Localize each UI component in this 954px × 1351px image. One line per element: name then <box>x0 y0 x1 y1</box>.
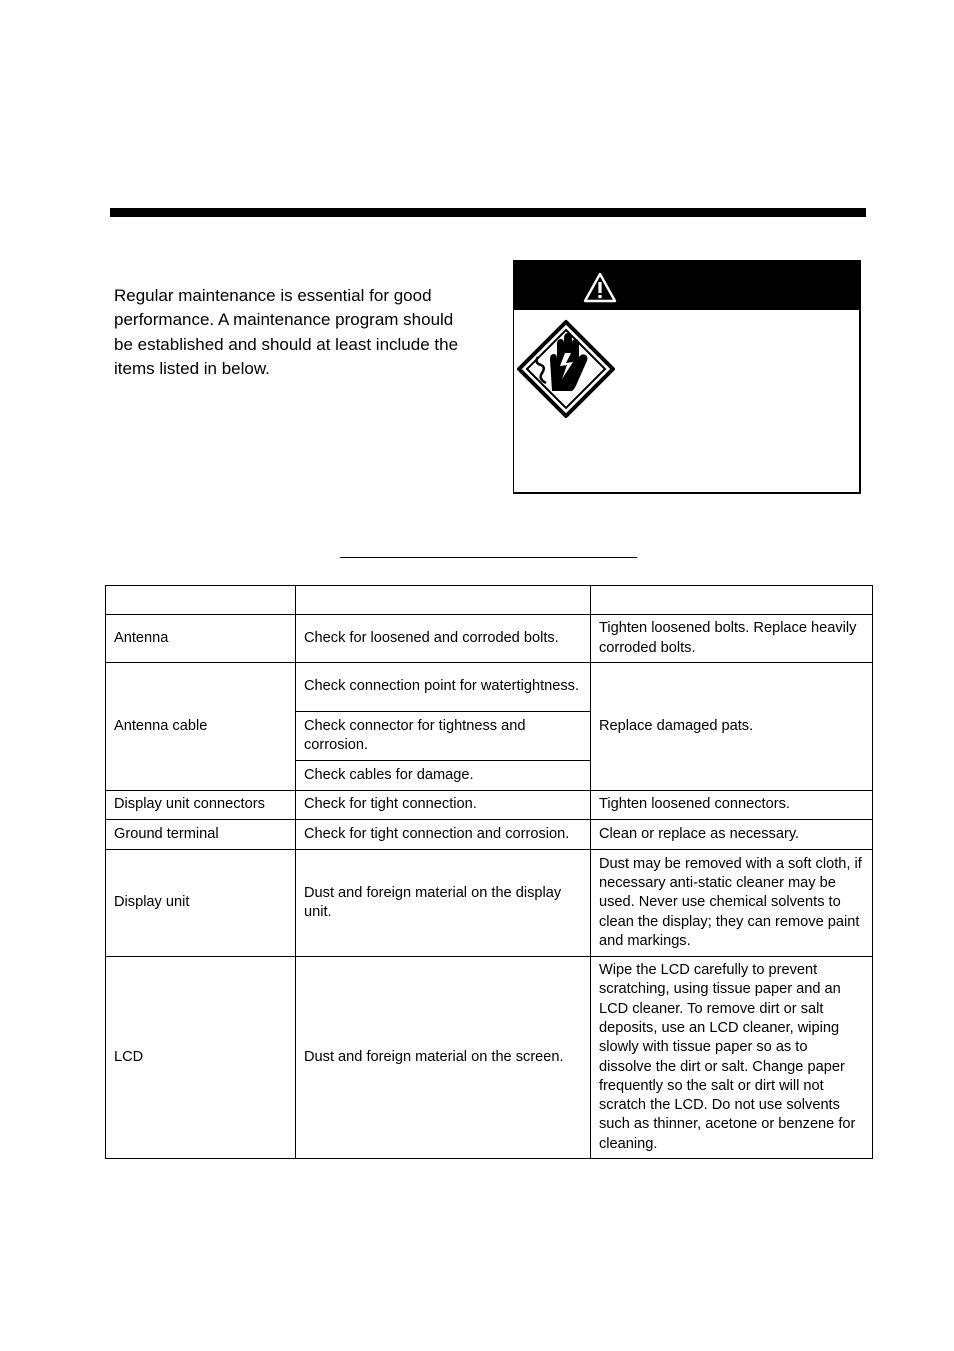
table-title-underline <box>340 557 637 558</box>
row-item: Antenna cable <box>106 663 296 791</box>
table-row <box>106 957 873 1159</box>
warning-header <box>514 261 859 310</box>
header-rule <box>110 208 866 217</box>
table-row <box>106 663 873 712</box>
row-check: Dust and foreign material on the display unit. <box>296 850 591 957</box>
row-remedy: Dust may be removed with a soft cloth, if necessary anti-static cleaner may be used. Never use chemical solvents to clean the display; they can remove paint and markings. <box>591 850 873 957</box>
table-row <box>106 791 873 820</box>
table-row <box>106 850 873 957</box>
warning-triangle-icon <box>583 272 617 304</box>
row-item: Antenna <box>106 615 296 663</box>
row-check: Check connection point for watertightness. <box>296 663 591 712</box>
row-check: Dust and foreign material on the screen. <box>296 957 591 1159</box>
row-remedy: Wipe the LCD carefully to prevent scratching, using tissue paper and an LCD cleaner. To remove dirt or salt deposits, use an LCD cleaner, wiping slowly with tissue paper so as to dissolve the dirt or salt. Change paper frequently so the salt or dirt will not scratch the LCD. Do not use solvents such as thinner, acetone or benzene for cleaning. <box>591 957 873 1159</box>
row-item: Display unit connectors <box>106 791 296 820</box>
warning-box <box>513 260 861 494</box>
row-check: Check for loosened and corroded bolts. <box>296 615 591 663</box>
header-check-point <box>296 586 591 615</box>
header-remedy <box>591 586 873 615</box>
row-check: Check connector for tightness and corrosion. <box>296 712 591 761</box>
row-check: Check for tight connection. <box>296 791 591 820</box>
row-item: LCD <box>106 957 296 1159</box>
row-item: Display unit <box>106 850 296 957</box>
row-remedy: Tighten loosened connectors. <box>591 791 873 820</box>
row-remedy: Replace damaged pats. <box>591 663 873 791</box>
header-item <box>106 586 296 615</box>
intro-paragraph: Regular maintenance is essential for good performance. A maintenance program should be established and should at least include the items listed in below. <box>114 286 459 379</box>
row-item: Ground terminal <box>106 820 296 850</box>
table-row <box>106 820 873 850</box>
electric-shock-hand-icon <box>516 319 616 419</box>
row-check: Check cables for damage. <box>296 761 591 791</box>
row-remedy: Clean or replace as necessary. <box>591 820 873 850</box>
table-header-row <box>106 586 873 615</box>
row-remedy: Tighten loosened bolts. Replace heavily corroded bolts. <box>591 615 873 663</box>
table-row <box>106 615 873 663</box>
row-check: Check for tight connection and corrosion. <box>296 820 591 850</box>
maintenance-table <box>105 585 873 1159</box>
